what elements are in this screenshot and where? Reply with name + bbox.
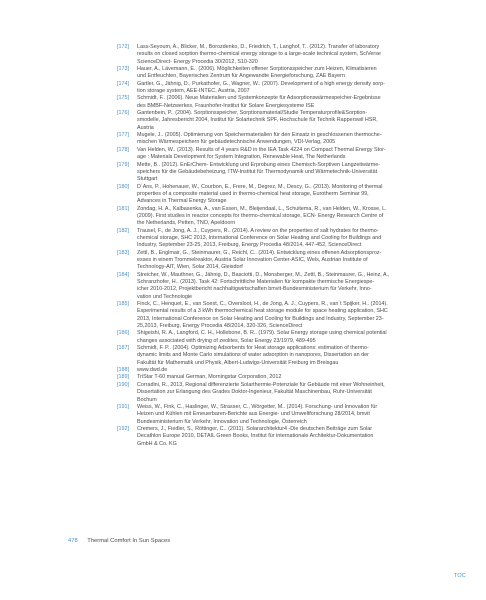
- reference-number[interactable]: [175]: [117, 95, 129, 102]
- reference-text-line: esses in einem Trommelreaktor, Austria Solar Innovation Center-ASIC, Wels, Austrian Institute of: [137, 256, 368, 263]
- reference-entry: [117, 162, 451, 184]
- reference-text-line: Cremers, J., Fiedler, S., Röttinger, C.. (2011). Solararchitektur4 -Die deutschen Beiträge zum Solar: [137, 425, 373, 432]
- reference-text-line: Bundesministerium für Verkehr, Innovation und Technologie, Österreich: [137, 418, 307, 425]
- reference-text-line: mischen Wärmespeichern für gebäudetechnische Anwendungen, VDI-Verlag, 2005: [137, 139, 336, 146]
- reference-text: [137, 272, 451, 301]
- reference-text-line: Shigeishi, R. A., Langford, C. H., Hollebone, B. R.. (1979). Solar Energy storage using chemical potential: [137, 330, 387, 337]
- running-title: Thermal Comfort In Sun Spaces: [87, 538, 171, 544]
- reference-text: [137, 81, 451, 96]
- reference-entry: [117, 404, 451, 426]
- reference-number[interactable]: [192]: [117, 425, 129, 432]
- reference-text-line: Gantenbein, P.. (2004). Sorptionsspeicher, Sorptionsmaterial/Studie Temperaturprofile&Sorption-: [137, 110, 368, 117]
- reference-number[interactable]: [180]: [117, 183, 129, 190]
- reference-text: [137, 250, 451, 272]
- reference-text-line: Schmidt, F. P.. (2004). Optimizing Adsorbents for Heat storage applications: estimation of thermo-: [137, 345, 369, 352]
- page-number: 478: [68, 538, 78, 544]
- reference-number[interactable]: [191]: [117, 403, 129, 410]
- reference-entry: [117, 374, 451, 381]
- reference-entry: [117, 426, 451, 448]
- reference-text: [137, 330, 451, 345]
- reference-text-line: GmbH & Co. KG: [137, 440, 177, 447]
- reference-text-line: Gartler, G., Jähnig, D., Purkathofer, G., Wagner, W.. (2007). Development of a high energy density sorp-: [137, 80, 385, 87]
- reference-entry: [117, 206, 451, 228]
- reference-text: [137, 44, 451, 66]
- reference-text-line: Mugele, J.. (2005). Optimierung von Speichermaterialien für den Einsatz in geschlossenen thermoche-: [137, 132, 382, 139]
- reference-text-line: Heizen und Kühlen mit Erneuerbaren-Berichte aus Energie- und Umweltforschung 28/2014, bmvit: [137, 411, 370, 418]
- reference-entry: [117, 110, 451, 132]
- toc-link[interactable]: TOC: [454, 573, 466, 579]
- reference-entry: [117, 147, 451, 162]
- reference-text-line: Zondag, H. A., Kalbasenka, A., van Essen, M., Bleijendaal, L., Schuitema, R., van Helden, W., Krosse, L.: [137, 205, 387, 212]
- reference-entry: [117, 301, 451, 330]
- reference-number[interactable]: [172]: [117, 44, 129, 50]
- reference-number[interactable]: [187]: [117, 345, 129, 352]
- reference-text-line: Zettl, B., Englmair, G., Steinmaurer, G., Reichl, C.. (2014). Entwicklung eines offenen Adsorptionsproz-: [137, 249, 382, 256]
- reference-text-line: results on closed sorption thermo-chemical energy storage to a large-scale technical system, SciVerse: [137, 51, 381, 58]
- reference-number[interactable]: [186]: [117, 330, 129, 337]
- reference-text: [137, 404, 451, 426]
- reference-number[interactable]: [181]: [117, 205, 129, 212]
- reference-text-line: Bochum: [137, 396, 157, 403]
- reference-text-line: Experimental results of a 3 kWh thermochemical heat storage module for space heating application, SHC: [137, 308, 388, 315]
- reference-number[interactable]: [188]: [117, 367, 129, 374]
- reference-text: [137, 147, 451, 162]
- reference-text-line: Technology-AIT, Wien, Solar 2014, Gleisdorf: [137, 264, 243, 271]
- reference-entry: [117, 184, 451, 206]
- reference-number[interactable]: [179]: [117, 161, 129, 168]
- reference-entry: [117, 330, 451, 345]
- reference-entry: [117, 367, 451, 374]
- reference-number[interactable]: [178]: [117, 146, 129, 153]
- reference-entry: [117, 132, 451, 147]
- reference-text: [137, 301, 451, 330]
- reference-text: [137, 374, 451, 381]
- reference-text-line: und Entfeuchten, Bayerisches Zentrum für Angewandte Energieforschung, ZAE Bayern: [137, 73, 345, 80]
- reference-text-line: Streicher, W., Mauthner, G., Jähnig, D., Basciotti, D., Monsberger, M., Zettl, B., Steinmaurer, G., Heinz, A.,: [137, 271, 390, 278]
- reference-number[interactable]: [174]: [117, 80, 129, 87]
- reference-number[interactable]: [173]: [117, 66, 129, 73]
- reference-text: [137, 66, 451, 81]
- reference-text-line: vation und Technologie: [137, 293, 193, 300]
- reference-text-line: changes associated with drying of zeolites, Solar Energy 23/1979, 489-495: [137, 337, 316, 344]
- reference-number[interactable]: [176]: [117, 110, 129, 117]
- reference-text-line: Van Helden, W.. (2013). Results of 4 years R&D in the IEA Task 4224 on Compact Thermal Energy Stor-: [137, 146, 386, 153]
- reference-number[interactable]: [190]: [117, 381, 129, 388]
- reference-entry: [117, 250, 451, 272]
- reference-text: [137, 345, 451, 367]
- reference-entry: [117, 81, 451, 96]
- reference-text-line: Industry, September 23-25, 2013, Freiburg, Energy Procedia 48/2014, 447-452, ScienceDirect: [137, 242, 362, 249]
- reference-text-line: Dissertation zur Erlangung des Grades Doktor-Ingenieur, Fakultät Maschinenbau, Ruhr-Universität: [137, 389, 372, 396]
- reference-text-line: 25,2013, Freiburg, Energy Procedia 48/2014, 320-326, ScienceDirect: [137, 323, 303, 330]
- reference-text-line: des BMBF-Netzwerkes, Fraunhofer-Institut für Solare Energiesysteme ISE: [137, 102, 315, 109]
- reference-text-line: ScienceDirect- Energy Procedia 30/2012, S10-320: [137, 58, 258, 65]
- reference-text-line: 2013, International Conference on Solar Heating and Cooling for Buildings and Industry, September 23-: [137, 315, 384, 322]
- reference-entry: [117, 228, 451, 250]
- reference-text-line: Stuttgart: [137, 176, 158, 183]
- reference-text: [137, 184, 451, 206]
- reference-text-line: smodelle, Jahresbericht 2004, Institut für Solartechnik SPF, Hochschule für Technik Rapperswil HSR,: [137, 117, 378, 124]
- reference-number[interactable]: [189]: [117, 374, 129, 381]
- reference-text: [137, 206, 451, 228]
- reference-text-line: age : Materials Development for System Integration, Renewable Heat, The Netherlands: [137, 154, 346, 161]
- reference-entry: [117, 272, 451, 301]
- reference-text-line: Decathlon Europe 2010, DETAIL Green Books, Institut für internationale Architektur-Dokumentation: [137, 433, 374, 440]
- reference-text-line: Schranzhofer, H.. (2013). Task 42: Fortschrittliche Materialien für kompakte thermische Energiespe-: [137, 279, 375, 285]
- reference-entry: [117, 345, 451, 367]
- reference-text: [137, 426, 451, 448]
- reference-text-line: Austria: [137, 124, 154, 131]
- reference-text-line: D´Ans, P., Hohenauer, W., Courbon, E., Frere, M., Degrez, M., Descy, G.. (2013). Monitoring of thermal: [137, 183, 383, 190]
- reference-entry: [117, 66, 451, 81]
- reference-text: [137, 95, 451, 110]
- reference-text-line: Hauer, A., Lävemann, E.. (2006). Möglichkeiten offener Sorptionsspeicher zum Heizen, Klimatisieren: [137, 66, 377, 73]
- reference-text: [137, 367, 451, 374]
- reference-text-line: www.dwd.de: [137, 367, 168, 374]
- reference-text-line: TriStar T-60 manual German, Morningstar Corporation, 2012: [137, 374, 282, 381]
- reference-entry: [117, 382, 451, 404]
- reference-text-line: Advances in Thermal Energy Storage: [137, 198, 227, 205]
- reference-entry: [117, 44, 451, 66]
- reference-text: [137, 228, 451, 250]
- reference-entry: [117, 95, 451, 110]
- reference-text-line: Corradini, R., 2013, Regional differenzierte Solarthermie-Potenziale für Gebäude mit einer Wohneinheit,: [137, 381, 385, 388]
- reference-text-line: icher 2010-2012, Projektbericht nachhaltigwirtschaften bmvit-Bundesministerium für Verkehr, Inno-: [137, 286, 372, 293]
- reference-text-line: chemical storage, SHC 2013, International Conference on Solar Heating and Cooling for Buildings and: [137, 234, 382, 241]
- reference-text-line: Weiss, W., Fink, C., Haslinger, W., Strasser, C., Wörgetter, M.. (2014). Forschung- und Innovation für: [137, 403, 378, 410]
- reference-text: [137, 132, 451, 147]
- reference-text-line: Schmidt, F.. (2006). Neue Materialien und Systemkonzepte für Adsorptionswärmespeicher-Ergebnisse: [137, 95, 381, 102]
- reference-text-line: Fakultät für Mathematik und Physik, Albert-Ludwigs-Universität Freiburg im Breisgau: [137, 359, 339, 366]
- reference-text-line: dynamic limits and Monte Carlo simulations of water adsorption in nanopores, Dissertation an der: [137, 352, 369, 359]
- reference-number[interactable]: [184]: [117, 271, 129, 278]
- reference-text-line: Trausel, F., de Jong, A. J., Cuypers, R.. (2014). A review on the properties of salt hydrates for thermo-: [137, 227, 379, 234]
- reference-text-line: the Netherlands, Petten, TNO, Apeldoorn: [137, 220, 236, 227]
- page-footer: [68, 538, 170, 544]
- reference-text: [137, 110, 451, 132]
- reference-number[interactable]: [177]: [117, 132, 129, 139]
- reference-number[interactable]: [185]: [117, 301, 129, 308]
- reference-text-line: Lass-Seyoum, A., Blicker, M., Borozdenko, D., Friedrich, T., Langhof, T.. (2012). Transfer of laboratory: [137, 44, 380, 50]
- reference-text-line: tion storage system, AEE-INTEC, Austria, 2007: [137, 88, 250, 95]
- reference-number[interactable]: [182]: [117, 227, 129, 234]
- reference-text-line: (2009). First studies in reactor concepts for thermo-chemical storage, ECN- Energy Research Centre of: [137, 212, 384, 219]
- reference-text-line: speichers für die Gebäudebeheizung, ITW-Institut für Thermodynamik und Wärmetechnik-Universität: [137, 168, 378, 175]
- reference-number[interactable]: [183]: [117, 249, 129, 256]
- reference-text: [137, 382, 451, 404]
- reference-text-line: Mette, B.. (2012). EnErChem- Entwicklung und Erprobung eines Chemisch-Sorptiven Langzeitwärme-: [137, 161, 380, 168]
- reference-text-line: Finck, C., Henquet, E., van Soest, C., Oversloot, H., de Jong, A. J., Cuypers, R., van´t Spijker, H.. (2014).: [137, 301, 388, 308]
- reference-text: [137, 162, 451, 184]
- reference-text-line: properties of a composite material used in thermo-chemical heat storage, Eurotherm Seminar 99,: [137, 190, 369, 197]
- reference-list: [117, 44, 451, 448]
